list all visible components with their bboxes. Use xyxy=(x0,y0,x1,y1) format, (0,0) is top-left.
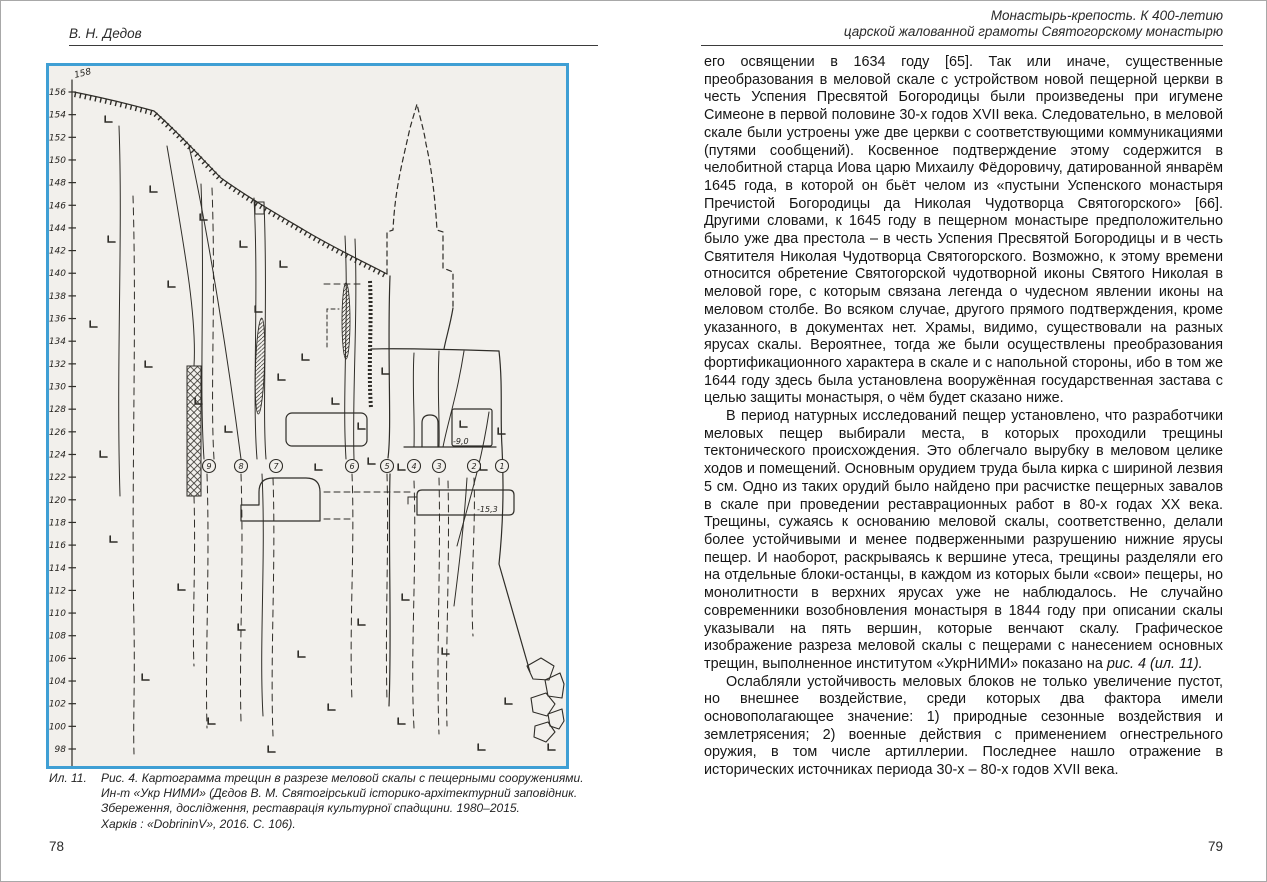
running-head-rule-right xyxy=(701,45,1223,46)
axis-tick-label: 140 xyxy=(49,269,66,280)
axis-tick-label: 118 xyxy=(49,518,66,529)
running-head-left: В. Н. Дедов xyxy=(69,26,142,41)
axis-tick-label: 148 xyxy=(49,178,66,189)
crosshatch-strip xyxy=(187,366,201,496)
axis-tick-label: 120 xyxy=(49,495,66,506)
caption-line: Рис. 4. Картограмма трещин в разрезе меловой скалы с пещерными сооружениями. xyxy=(101,771,584,785)
axis-top-label: 158 xyxy=(73,67,93,81)
axis-tick-label: 108 xyxy=(49,631,66,642)
figure-caption xyxy=(49,771,594,832)
crack-number: 9 xyxy=(206,462,212,471)
crack-number: 3 xyxy=(436,462,442,471)
axis-tick-label: 154 xyxy=(49,110,66,121)
axis-tick-label: 102 xyxy=(49,699,66,710)
depth-annotation: -9,0 xyxy=(453,437,469,446)
figure-frame xyxy=(46,63,569,769)
church-silhouette xyxy=(387,104,453,308)
running-head-right-line1: Монастырь-крепость. К 400-летию xyxy=(990,8,1223,23)
caption-label: Ил. 11. xyxy=(49,771,87,785)
crack-lines xyxy=(119,126,489,754)
figure-drawing xyxy=(49,66,566,766)
body-text-column xyxy=(704,54,1223,780)
running-head-rule-left xyxy=(69,45,598,46)
axis-tick-label: 114 xyxy=(49,563,66,574)
axis-tick-label: 98 xyxy=(54,744,66,755)
crack-number: 4 xyxy=(411,462,417,471)
axis-tick-label: 124 xyxy=(49,450,66,461)
rock-block-edge xyxy=(444,308,453,349)
crack-line xyxy=(193,496,194,666)
axis-tick-label: 110 xyxy=(49,609,66,620)
axis-tick-label: 144 xyxy=(49,223,66,234)
axis-tick-label: 104 xyxy=(49,677,66,688)
page-number-left: 78 xyxy=(49,839,65,854)
caption-line: Збереження, дослідження, реставрація культурної спадщини. 1980–2015. xyxy=(101,801,520,816)
rock-block-edge xyxy=(389,474,390,706)
axis-tick-label: 128 xyxy=(49,405,66,416)
depth-annotation: -15,3 xyxy=(477,505,498,514)
page-number-right: 79 xyxy=(1207,839,1223,854)
axis-tick-label: 130 xyxy=(49,382,66,393)
caption-line: Харків : «DobrininV», 2016. С. 106). xyxy=(101,816,296,831)
axis-tick-label: 138 xyxy=(49,291,66,302)
axis-tick-label: 152 xyxy=(49,133,66,144)
axis-tick-label: 156 xyxy=(49,88,66,98)
axis-tick-label: 116 xyxy=(49,541,66,552)
figure-reference: рис. 4 (ил. 11). xyxy=(1106,655,1203,672)
axis-tick-label: 132 xyxy=(49,359,66,370)
running-head-right-line2: царской жалованной грамоты Святогорскому монастырю xyxy=(843,24,1223,39)
dashed-guides xyxy=(324,284,411,519)
crack-number: 7 xyxy=(273,462,279,471)
body-paragraph xyxy=(704,54,1223,408)
crack-number: 2 xyxy=(471,462,477,471)
talus-boulders xyxy=(527,658,564,742)
crack-number: 1 xyxy=(499,462,505,471)
axis-tick-label: 150 xyxy=(49,155,66,166)
axis-tick-label: 100 xyxy=(49,722,66,733)
figure-labels xyxy=(49,67,509,755)
crack-number: 6 xyxy=(349,462,355,471)
caption-text xyxy=(101,771,584,832)
axis-tick-label: 106 xyxy=(49,654,66,665)
axis-tick-label: 142 xyxy=(49,246,66,257)
body-paragraph xyxy=(704,408,1223,674)
crack-number: 5 xyxy=(384,462,390,471)
right-ledges xyxy=(371,349,530,672)
crack-number: 8 xyxy=(238,462,244,471)
axis-tick-label: 126 xyxy=(49,427,66,438)
axis-tick-label: 112 xyxy=(49,586,66,597)
axis-tick-label: 134 xyxy=(49,337,66,348)
axis-tick-label: 136 xyxy=(49,314,66,325)
paragraph-text: Ослабляли устойчивость меловых блоков не только увеличение пустот, но внешнее воздействие, среди которых два фактора имели основополагающее значение: 1) природные сезонные воздействия и землетрясения; 2) военные действия с применением огнестрельного оружия, в том числе артиллерии. Последнее нашло отражение в исторических источниках периода 30-х – 80-х годов XVII века. xyxy=(704,673,1223,779)
axis-tick-label: 146 xyxy=(49,201,66,212)
axis-tick-label: 122 xyxy=(49,473,66,484)
cliff-crest xyxy=(74,92,388,277)
paragraph-text: его освящении в 1634 году [65]. Так или иначе, существенные преобразования в меловой скале с устройством новой пещерной церкви в честь Успения Пресвятой Богородицы были произведены при игумене Симеоне в первой половине 30-х годов XVII века. Следовательно, в меловой скале были устроены уже две церкви с соответствующими коммуникациями (путями сообщений). Косвенное подтверждение этому содержится в челобитной старца Иова царю Михаилу Фёдоровичу, датированной январём 1645 года, в которой он бьёт челом из «пустыни Успенского монастыря Пречистой Богородицы да Николая Чудотворца Святогорского» [66]. Другими словами, к 1645 году в пещерном монастыре предположительно было уже два престола – в честь Успения Пресвятой Богородицы и в честь Святителя Николая Чудотворца Святогорского. Возможно, к этому времени относится обретение Святогорской чудотворной иконы Святого Николая в меловой горе, с которым связана легенда о чудесном явлении иконы на меловом столбе. Во всяком случае, другого прямого подтверждения, кроме указанного, в документах нет. Храмы, видимо, существовали на разных ярусах скалы. Вероятнее, тогда же были осуществлены преобразования фортификационного характера в скале и с напольной стороны, ибо в том же 1644 году здесь была установлена вооружённая государственная застава с целью защиты монастыря, о чём будет сказано ниже. xyxy=(704,54,1223,407)
rock-block-edge xyxy=(388,276,390,458)
body-paragraph xyxy=(704,674,1223,780)
caption-line: Ин-т «Укр НИМИ» (Дєдов В. М. Святогірський історико-архітектурний заповідник. xyxy=(101,786,578,801)
running-head-right xyxy=(701,8,1223,40)
paragraph-text: В период натурных исследований пещер установлено, что разработчики меловых пещер выбирали места, в которых проходили трещины тектонического происхождения. Это облегчало вырубку в меловом целике ходов и помещений. Основным орудием труда была кирка с шириной лезвия 5 см. Одно из таких орудий было найдено при расчистке пещерных завалов в скале при проведении реставрационных работ в 80-х годах XX века. Трещины, сужаясь к основанию меловой скалы, соответственно, делали более устойчивыми и менее подверженными разрушению нижние ярусы пещер. И наоборот, раскрываясь к вершине утеса, трещины разделяли его на отдельные блоки-останцы, в каждом из которых были «свои» пещеры, но монолитности в верхних ярусах уже не наблюдалось. Не случайно современники возобновления монастыря в 1844 году при описании скалы указывали на пять вершин, которые венчают скалу. Графическое изображение разреза меловой скалы с пещерами с нанесением основных трещин, выполненное институтом «УкрНИМИ» показано на xyxy=(704,408,1223,672)
